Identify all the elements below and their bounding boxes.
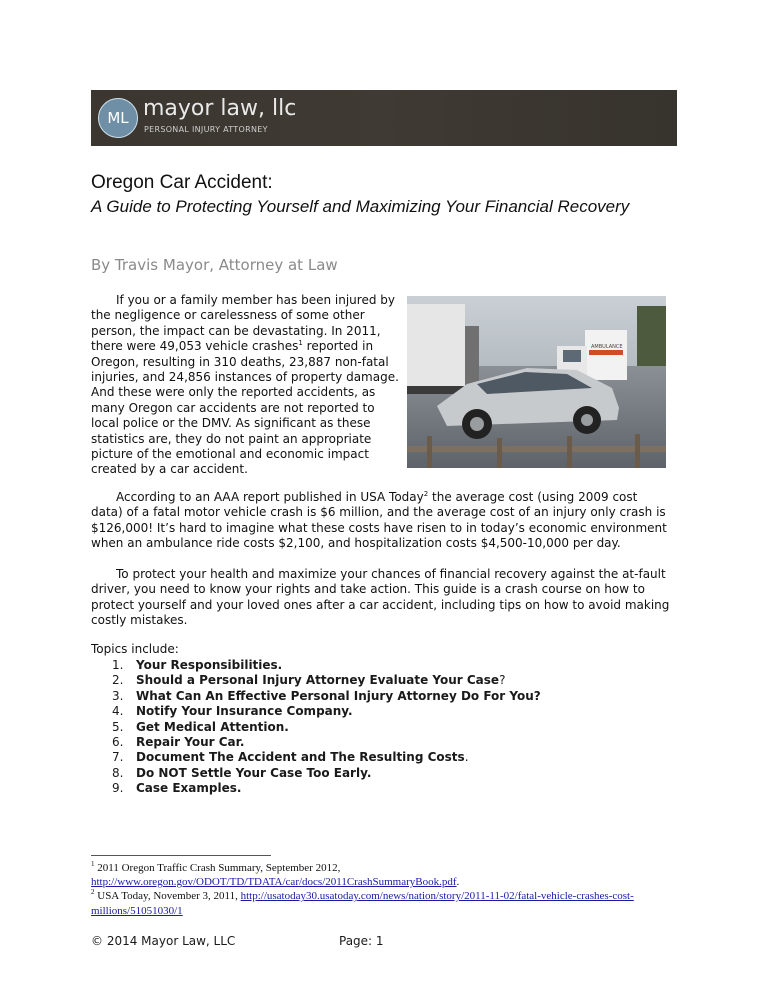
list-item: 4. Notify Your Insurance Company. xyxy=(112,704,353,719)
header-banner xyxy=(91,90,677,146)
intro-text-a: If you or a family member has been injured by the negligence or carelessness of some other person, the impact can be devastating. In 2011, there were 49,053 vehicle crashes xyxy=(91,293,395,354)
document-subtitle: A Guide to Protecting Yourself and Maximizing Your Financial Recovery xyxy=(91,197,630,216)
footer-page-number: Page: 1 xyxy=(339,934,384,948)
footnote-1-link[interactable]: http://www.oregon.gov/ODOT/TD/TDATA/car/docs/2011CrashSummaryBook.pdf xyxy=(91,876,457,889)
logo-mark xyxy=(98,98,138,138)
list-item: 3. What Can An Effective Personal Injury Attorney Do For You? xyxy=(112,688,541,703)
list-item: 6. Repair Your Car. xyxy=(112,735,245,750)
footnote-ref-2[interactable]: 2 xyxy=(423,490,429,498)
list-item: 8. Do NOT Settle Your Case Too Early. xyxy=(112,765,372,780)
footnote-2-link[interactable]: http://usatoday30.usatoday.com/news/nation/story/2011-11-02/fatal-vehicle-crashes-cost-millions/51051030/1 xyxy=(91,890,634,917)
footer-copyright: © 2014 Mayor Law, LLC xyxy=(91,934,236,948)
footnote-1: $^1$ 2011 Oregon Traffic Crash Summary, September 2012, http://www.oregon.gov/ODOT/TD/TDATA/car/docs/2011CrashSummaryBook.pdf. xyxy=(91,860,460,889)
footnote-ref-1[interactable]: 1 xyxy=(298,339,303,348)
document-title: Oregon Car Accident: xyxy=(91,172,273,193)
list-item: 1. Your Responsibilities. xyxy=(112,658,283,672)
list-item: 5. Get Medical Attention. xyxy=(112,719,289,734)
footnotes xyxy=(91,861,681,918)
intro-paragraph xyxy=(91,293,399,478)
cost-text-b: the average cost (using 2009 cost data) of a fatal motor vehicle crash is $6 million, and the average cost of an injury only crash is $126,000! It’s hard to imagine what these costs have risen to in today’s economic environment when an ambulance ride costs $2,100, and hospitalization costs $4,500-10,000 per day. xyxy=(91,490,667,551)
intro-text-b: reported in Oregon, resulting in 310 deaths, 23,887 non-fatal injuries, and 24,856 instances of property damage. And these were only the reported accidents, as many Oregon car accidents are not reported to local police or the DMV. As significant as these statistics are, they do not paint an appropriate picture of the emotional and economic impact created by a car accident. xyxy=(91,339,399,477)
footnote-divider xyxy=(91,855,271,856)
footnote-2: $^2$ USA Today, November 3, 2011, http://usatoday30.usatoday.com/news/nation/story/2011-11-02/fatal-vehicle-crashes-cost-millions/51051030/1 xyxy=(91,888,634,917)
car-accident-image xyxy=(407,296,666,468)
protect-paragraph xyxy=(91,567,671,629)
cost-paragraph xyxy=(91,490,671,552)
list-item: 9. Case Examples. xyxy=(112,781,242,796)
list-item: 2. Should a Personal Injury Attorney Evaluate Your Case? xyxy=(112,673,506,688)
byline: By Travis Mayor, Attorney at Law xyxy=(91,256,338,274)
car-accident-photo xyxy=(407,296,666,468)
topics-heading: Topics include: xyxy=(91,642,179,656)
logo-initials: ML xyxy=(107,109,129,127)
cost-text-a: According to an AAA report published in USA Today xyxy=(116,490,424,504)
ambulance-label: AMBULANCE xyxy=(591,344,623,350)
logo-name: mayor law, llc xyxy=(143,96,297,121)
topics-list xyxy=(91,658,541,797)
list-item: 7. Document The Accident and The Resulting Costs. xyxy=(112,750,469,765)
protect-text: To protect your health and maximize your chances of financial recovery against the at-fault driver, you need to know your rights and take action. This guide is a crash course on how to protect yourself and your loved ones after a car accident, including tips on how to avoid making costly mistakes. xyxy=(91,567,670,628)
logo-tagline: PERSONAL INJURY ATTORNEY xyxy=(144,125,268,134)
